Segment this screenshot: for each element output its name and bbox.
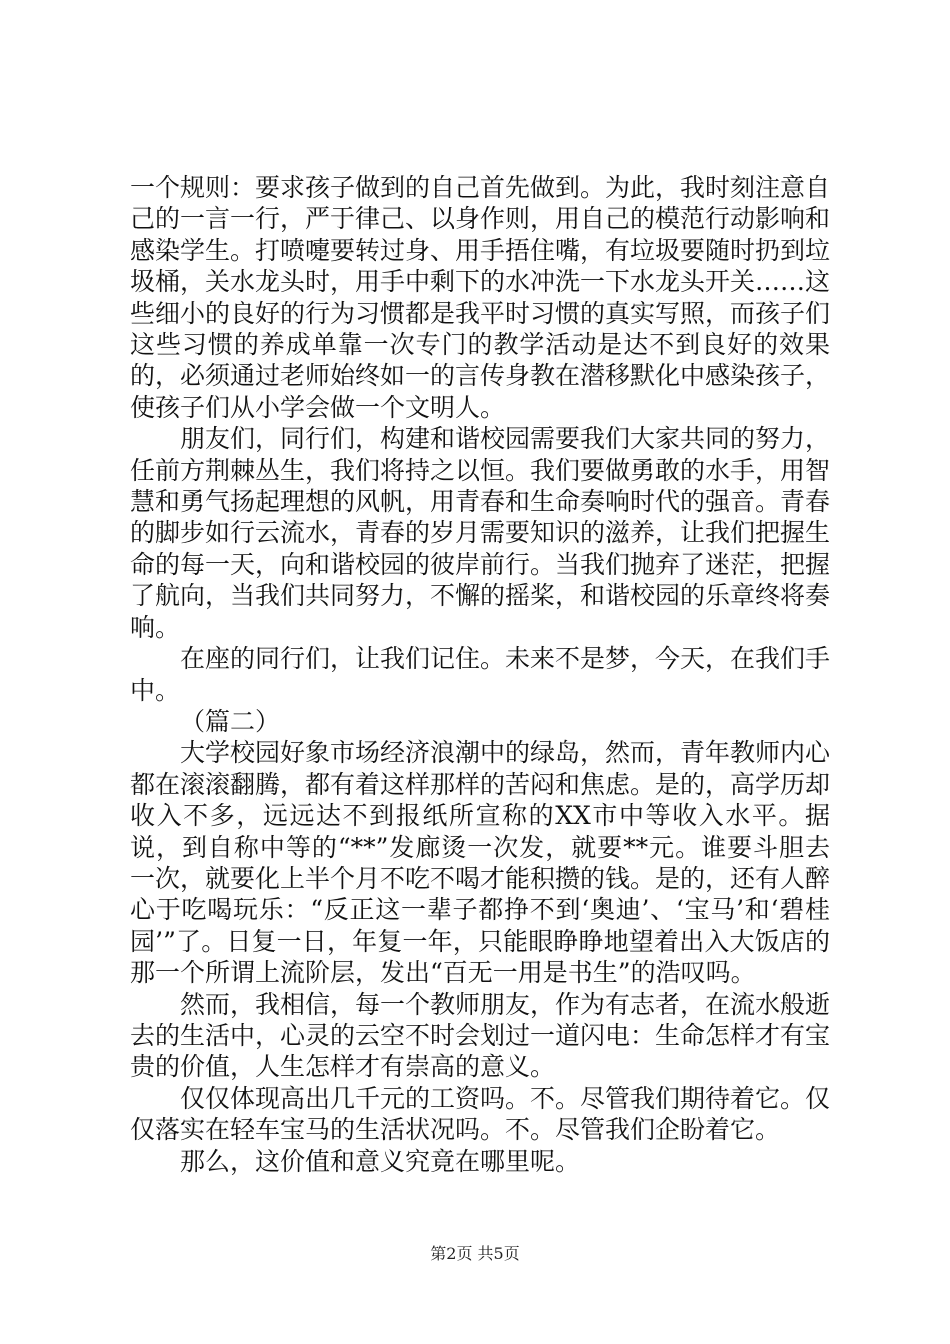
paragraph-friends: 朋友们，同行们，构建和谐校园需要我们大家共同的努力，任前方荆棘丛生，我们将持之以恒。我们要做勇敢的水手，用智慧和勇气扬起理想的风帆，用青春和生命奏响时代的强音。青春的脚步如行云流水，青春的岁月需要知识的滋养，让我们把握生命的每一天，向和谐校园的彼岸前行。当我们抛弃了迷茫，把握了航向，当我们共同努力，不懈的摇桨，和谐校园的乐章终将奏响。: [130, 424, 831, 642]
paragraph-believe: 然而，我相信，每一个教师朋友，作为有志者，在流水般逝去的生活中，心灵的云空不时会划过一道闪电：生命怎样才有宝贵的价值，人生怎样才有崇高的意义。: [130, 989, 831, 1082]
paragraph-question: 那么，这价值和意义究竟在哪里呢。: [180, 1146, 581, 1176]
paragraph-rules: 一个规则：要求孩子做到的自己首先做到。为此，我时刻注意自己的一言一行，严于律己、以身作则，用自己的模范行动影响和感染学生。打喷嚏要转过身、用手捂住嘴，有垃圾要随时扔到垃圾桶，关水龙头时，用手中剩下的水冲洗一下水龙头开关……这些细小的良好的行为习惯都是我平时习惯的真实写照，而孩子们这些习惯的养成单靠一次专门的教学活动是达不到良好的效果的，必须通过老师始终如一的言传身教在潜移默化中感染孩子，使孩子们从小学会做一个文明人。: [130, 173, 831, 422]
document-body: [130, 172, 830, 1177]
paragraph-campus: 大学校园好象市场经济浪潮中的绿岛，然而，青年教师内心都在滚滚翻腾，都有着这样那样的苦闷和焦虑。是的，高学历却收入不多，远远达不到报纸所宣称的XX市中等收入水平。据说，到自称中等的“**”发廊烫一次发，就要**元。谁要斗胆去一次，就要化上半个月不吃不喝才能积攒的钱。是的，还有人醉心于吃喝玩乐：“反正这一辈子都挣不到‘奥迪’、‘宝马’和‘碧桂园’”了。日复一日，年复一年，只能眼睁睁地望着出入大饭店的那一个所谓上流阶层，发出“百无一用是书生”的浩叹吗。: [130, 738, 831, 988]
paragraph-salary: 仅仅体现高出几千元的工资吗。不。尽管我们期待着它。仅仅落实在轻车宝马的生活状况吗。不。尽管我们企盼着它。: [130, 1083, 831, 1145]
section-heading: （篇二）: [180, 706, 281, 736]
page-footer: 第2页 共5页: [430, 1244, 520, 1263]
paragraph-remember: 在座的同行们，让我们记住。未来不是梦，今天，在我们手中。: [130, 644, 831, 705]
